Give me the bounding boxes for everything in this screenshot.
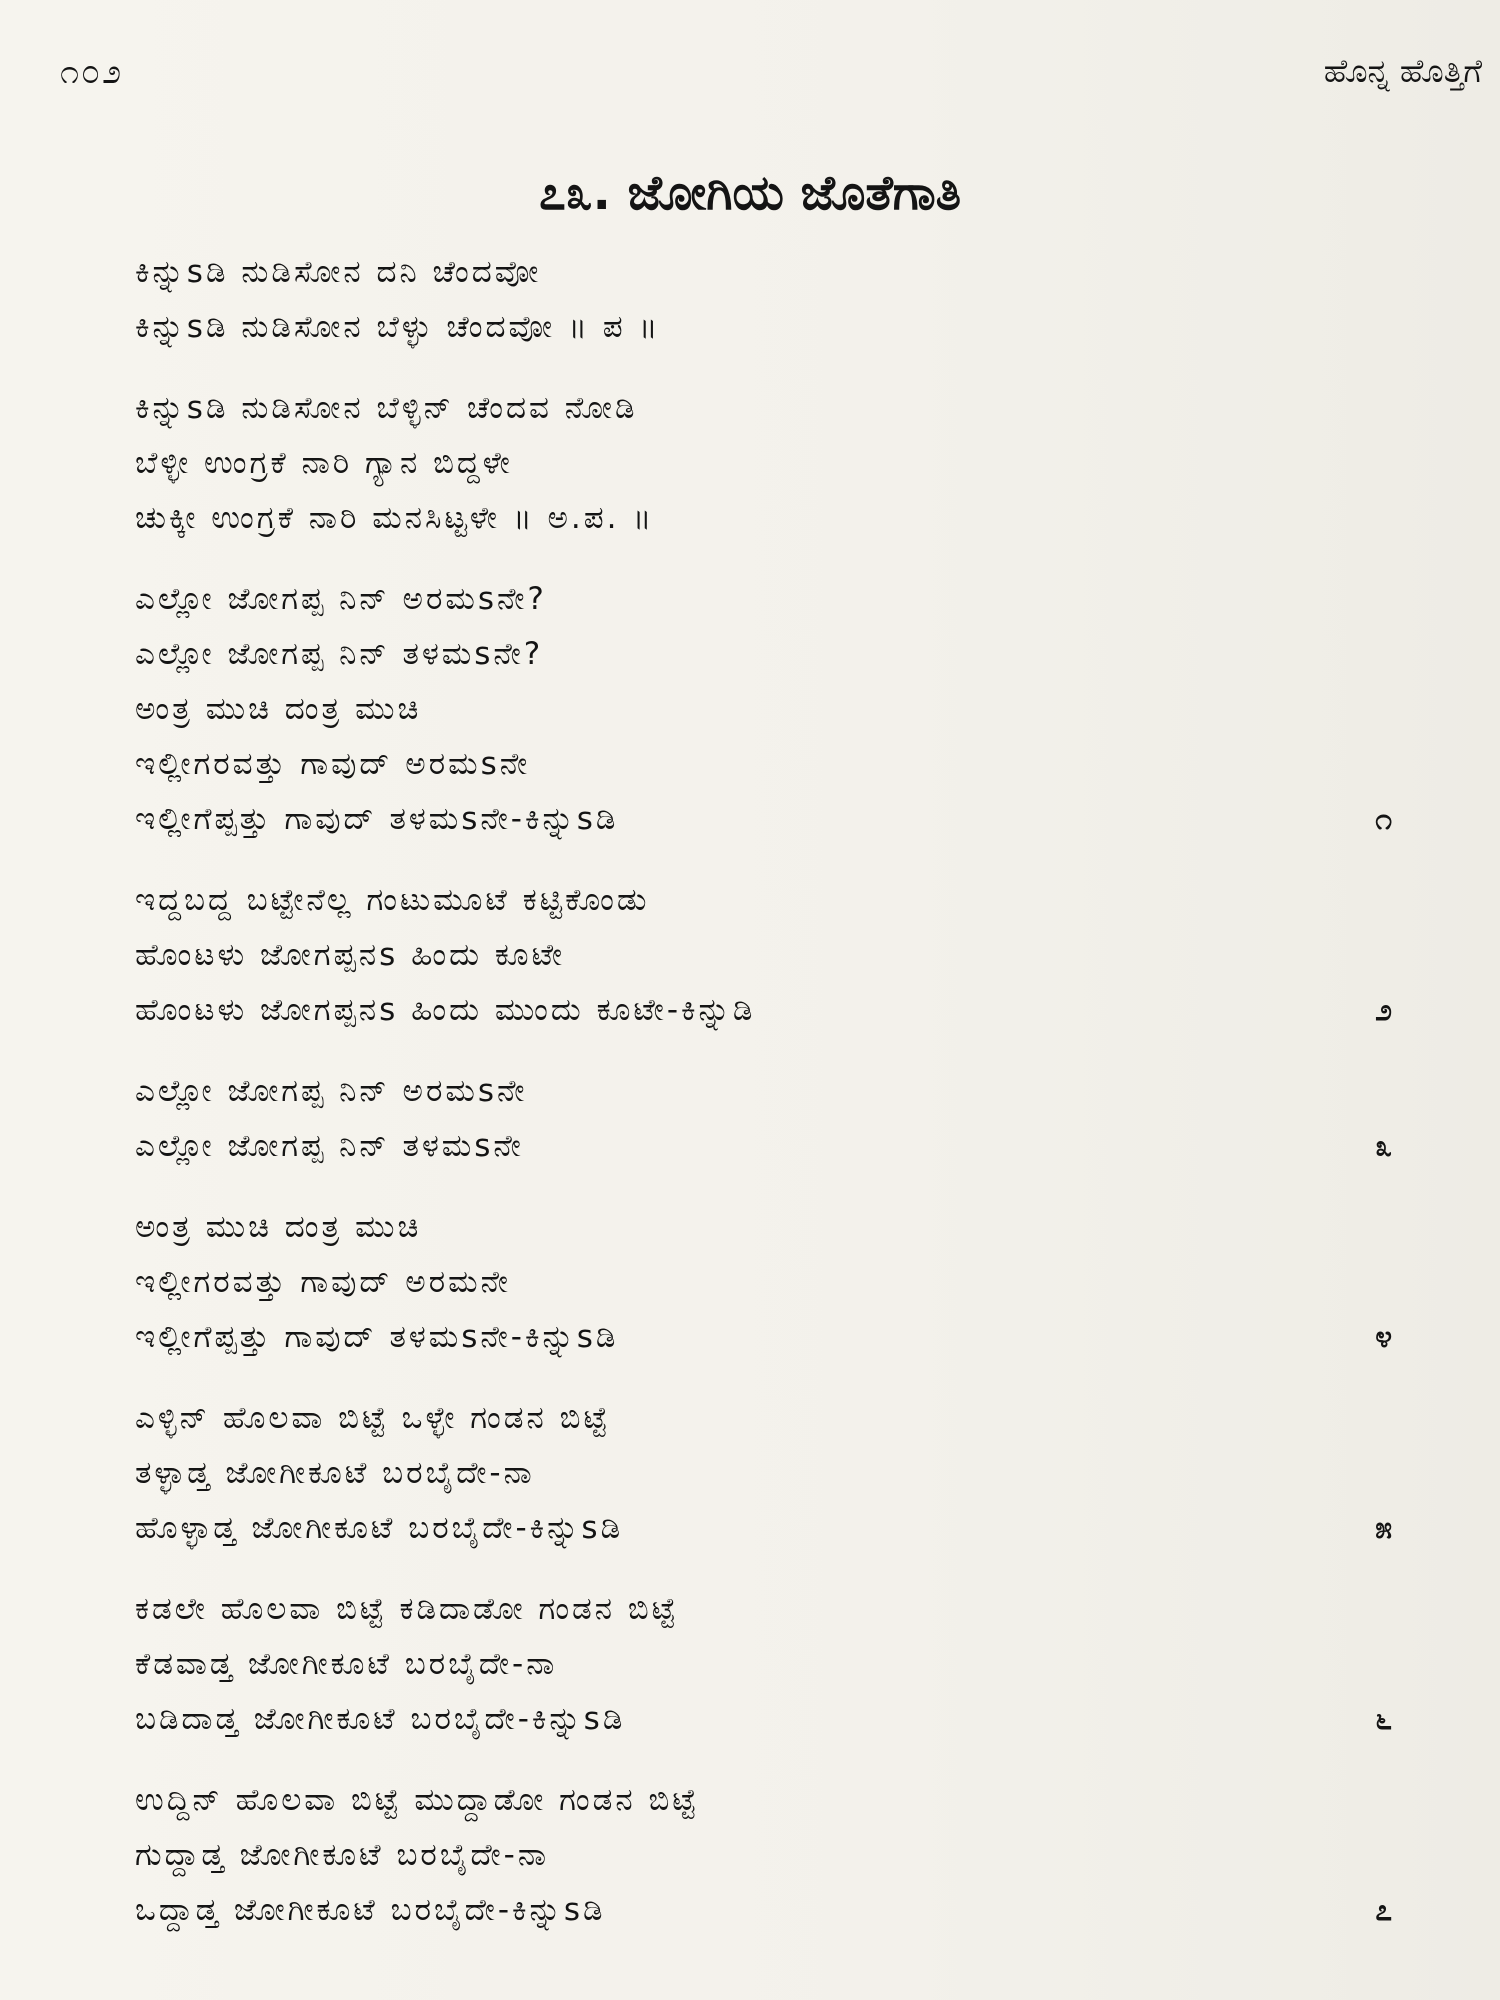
stanza-number: ೧ <box>1375 802 1395 837</box>
poem-line-text: ಹೊಳ್ಳಾಡ್ತ ಜೋಗೀಕೂಟೆ ಬರಬೈದೇ-ಕಿನ್ನುsಡಿ <box>135 1510 624 1546</box>
poem-line-text: ಎಲ್ಲೋ ಜೋಗಪ್ಪ ನಿನ್ ತಳಮsನೇ? <box>135 636 544 672</box>
poem-line-text: ಬೆಳ್ಳೀ ಉಂಗ್ರಕೆ ನಾರಿ ಗ್ಯಾನ ಬಿದ್ದಳೇ <box>135 445 513 481</box>
poem-line <box>135 572 1385 627</box>
poem-line-text: ಕಿನ್ನುsಡಿ ನುಡಿಸೋನ ದನಿ ಚೆಂದವೋ <box>135 254 542 290</box>
poem-line <box>135 1446 1385 1501</box>
poem-line-text: ಎಲ್ಲೋ ಜೋಗಪ್ಪ ನಿನ್ ಅರಮsನೇ? <box>135 581 547 617</box>
poem-line <box>135 1773 1385 1828</box>
stanza <box>135 245 1385 355</box>
poem-line <box>135 737 1385 792</box>
poem-line-text: ಇಲ್ಲೀಗೆಪ್ಪತ್ತು ಗಾವುದ್ ತಳಮsನೇ-ಕಿನ್ನುsಡಿ <box>135 801 619 837</box>
stanza <box>135 1773 1395 1938</box>
poem-line <box>135 983 1395 1038</box>
poem-line-text: ಬಡಿದಾಡ್ತ ಜೋಗೀಕೂಟೆ ಬರಬೈದೇ-ಕಿನ್ನುsಡಿ <box>135 1701 626 1737</box>
stanza-number: ೫ <box>1375 1511 1395 1546</box>
poem-line-text: ಎಳ್ಳಿನ್ ಹೊಲವಾ ಬಿಟ್ಟೆ ಒಳ್ಳೇ ಗಂಡನ ಬಿಟ್ಟೆ <box>135 1400 611 1436</box>
poem-line-text: ಕಿನ್ನುsಡಿ ನುಡಿಸೋನ ಬೆಳ್ಳು ಚೆಂದವೋ ॥ ಪ ॥ <box>135 309 661 345</box>
stanza <box>135 1200 1395 1365</box>
poem-line <box>135 245 1385 300</box>
poem-line-text: ಹೊಂಟಳು ಜೋಗಪ್ಪನs ಹಿಂದು ಮುಂದು ಕೂಟೇ-ಕಿನ್ನುಡಿ <box>135 992 756 1028</box>
stanza <box>135 1391 1395 1556</box>
poem-line <box>135 1310 1395 1365</box>
poem-line <box>135 1119 1395 1174</box>
poem-line-text: ಎಲ್ಲೋ ಜೋಗಪ್ಪ ನಿನ್ ತಳಮsನೇ <box>135 1128 524 1164</box>
poem-line-text: ಗುದ್ದಾಡ್ತ ಜೋಗೀಕೂಟೆ ಬರಬೈದೇ-ನಾ <box>135 1837 550 1873</box>
poem-line <box>135 1883 1395 1938</box>
stanza-number: ೩ <box>1375 1129 1395 1164</box>
poem-line-text: ಎಲ್ಲೋ ಜೋಗಪ್ಪ ನಿನ್ ಅರಮsನೇ <box>135 1073 528 1109</box>
poem-line <box>135 1064 1385 1119</box>
stanza <box>135 381 1385 546</box>
poem-line <box>135 1637 1385 1692</box>
poem-line-text: ಹೊಂಟಳು ಜೋಗಪ್ಪನs ಹಿಂದು ಕೂಟೇ <box>135 937 566 973</box>
poem-line <box>135 682 1385 737</box>
poem-line <box>135 1391 1385 1446</box>
poem-line <box>135 1200 1385 1255</box>
poem-line <box>135 1692 1395 1747</box>
stanza-number: ೬ <box>1375 1702 1395 1737</box>
running-header-title: ಹೊನ್ನ ಹೊತ್ತಿಗೆ <box>1323 52 1482 90</box>
poem-line <box>135 381 1385 436</box>
poem-line-text: ಇಲ್ಲೀಗೆಪ್ಪತ್ತು ಗಾವುದ್ ತಳಮsನೇ-ಕಿನ್ನುsಡಿ <box>135 1319 619 1355</box>
poem-line <box>135 436 1385 491</box>
poem-line-text: ಕೆಡವಾಡ್ತ ಜೋಗೀಕೂಟೆ ಬರಬೈದೇ-ನಾ <box>135 1646 558 1682</box>
poem-line-text: ಕಡಲೇ ಹೊಲವಾ ಬಿಟ್ಟೆ ಕಡಿದಾಡೋ ಗಂಡನ ಬಿಟ್ಟೆ <box>135 1591 679 1627</box>
poem-line-text: ಕಿನ್ನುsಡಿ ನುಡಿಸೋನ ಬೆಳ್ಳಿನ್ ಚೆಂದವ ನೋಡಿ <box>135 390 638 426</box>
poem-line <box>135 300 1385 355</box>
poem-line <box>135 1255 1385 1310</box>
stanza <box>135 572 1395 847</box>
poem-line-text: ಇಲ್ಲೀಗರವತ್ತು ಗಾವುದ್ ಅರಮsನೇ <box>135 746 531 782</box>
poem-line-text: ಒದ್ದಾಡ್ತ ಜೋಗೀಕೂಟೆ ಬರಬೈದೇ-ಕಿನ್ನುsಡಿ <box>135 1892 606 1928</box>
poem-line <box>135 928 1385 983</box>
poem-line-text: ಅಂತ್ರ ಮುಚಿ ದಂತ್ರ ಮುಚಿ <box>135 691 422 727</box>
poem-line-text: ಇಲ್ಲೀಗರವತ್ತು ಗಾವುದ್ ಅರಮನೇ <box>135 1264 511 1300</box>
poem-title: ೭೩. ಜೋಗಿಯ ಜೊತೆಗಾತಿ <box>538 165 962 221</box>
poem-line <box>135 873 1385 928</box>
poem-line-text: ಅಂತ್ರ ಮುಚಿ ದಂತ್ರ ಮುಚಿ <box>135 1209 422 1245</box>
stanza <box>135 1064 1395 1174</box>
poem-line <box>135 1582 1385 1637</box>
poem-line-text: ಉದ್ದಿನ್ ಹೊಲವಾ ಬಿಟ್ಟೆ ಮುದ್ದಾಡೋ ಗಂಡನ ಬಿಟ್ಟೆ <box>135 1782 700 1818</box>
poem-line <box>135 1501 1395 1556</box>
stanza-number: ೨ <box>1375 993 1395 1028</box>
poem-line <box>135 627 1385 682</box>
page-number: ೧೦೨ <box>60 52 124 92</box>
stanza-number: ೭ <box>1375 1893 1395 1928</box>
stanza <box>135 873 1395 1038</box>
poem-body <box>135 245 1395 1964</box>
poem-line <box>135 491 1385 546</box>
poem-line <box>135 1828 1385 1883</box>
poem-line-text: ಚುಕ್ಕೀ ಉಂಗ್ರಕೆ ನಾರಿ ಮನಸಿಟ್ಟಳೇ ॥ ಅ.ಪ. ॥ <box>135 500 655 536</box>
stanza-number: ೪ <box>1375 1320 1395 1355</box>
poem-line-text: ಇದ್ದಬದ್ದ ಬಟ್ಟೇನೆಲ್ಲ ಗಂಟುಮೂಟೆ ಕಟ್ಟಿಕೊಂಡು <box>135 882 650 918</box>
poem-line <box>135 792 1395 847</box>
stanza <box>135 1582 1395 1747</box>
poem-line-text: ತಳ್ಳಾಡ್ತ ಜೋಗೀಕೂಟೆ ಬರಬೈದೇ-ನಾ <box>135 1455 535 1491</box>
